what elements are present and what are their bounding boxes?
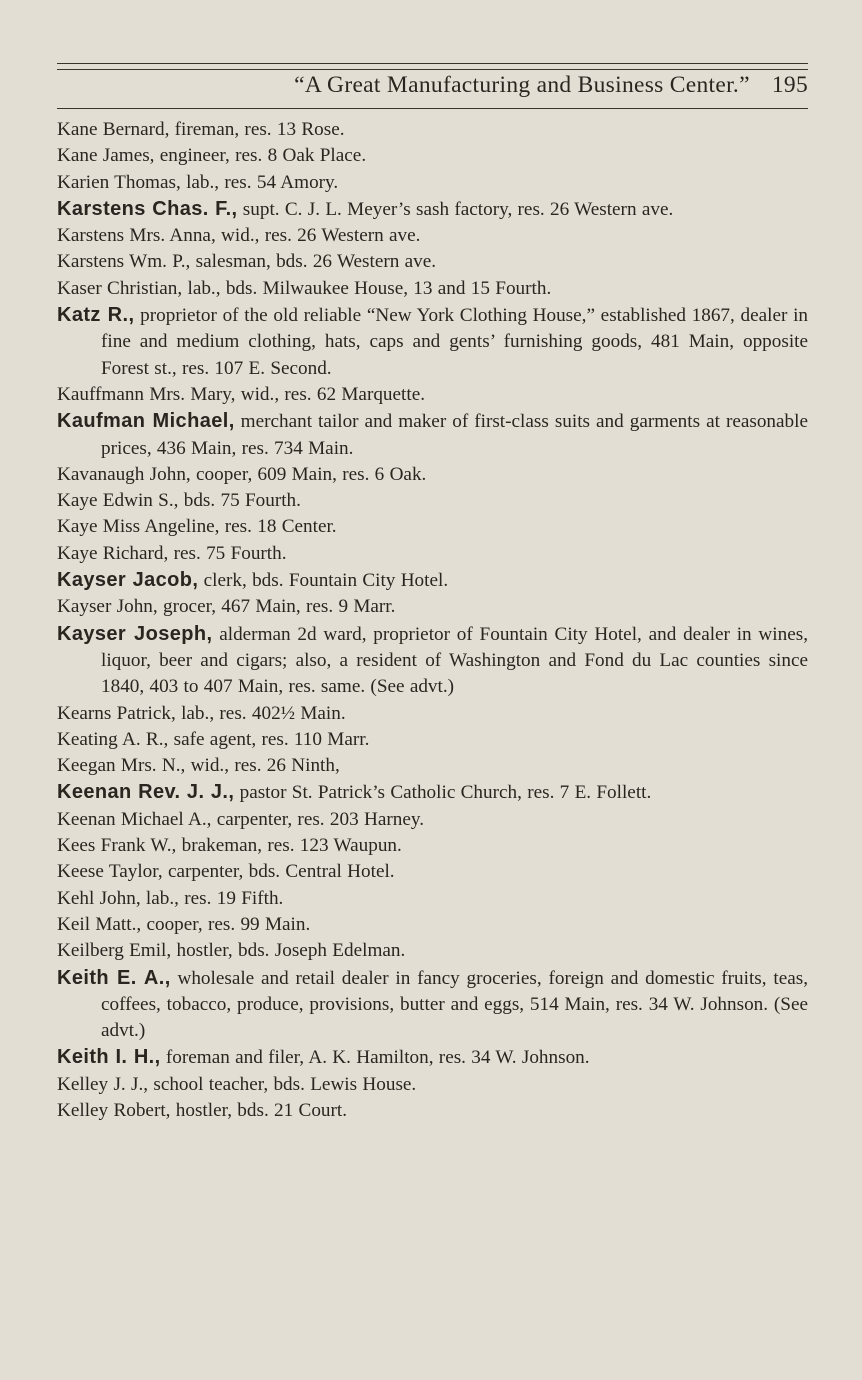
directory-entry bbox=[57, 753, 808, 779]
directory-entry bbox=[57, 488, 808, 514]
directory-entry bbox=[57, 779, 808, 806]
directory-entry bbox=[57, 302, 808, 382]
entry-bold-name: Kaufman Michael, bbox=[57, 410, 235, 433]
directory-entry bbox=[57, 594, 808, 620]
directory-entry bbox=[57, 462, 808, 488]
directory-entry bbox=[57, 249, 808, 275]
entry-text: Kelley J. J., school teacher, bds. Lewis House. bbox=[57, 1073, 417, 1095]
directory-entry bbox=[57, 807, 808, 833]
directory-entry bbox=[57, 859, 808, 885]
entry-text: Kearns Patrick, lab., res. 402½ Main. bbox=[57, 702, 346, 724]
directory-entry bbox=[57, 912, 808, 938]
directory-entry bbox=[57, 117, 808, 143]
running-header bbox=[57, 72, 808, 106]
entry-text: Kees Frank W., brakeman, res. 123 Waupun. bbox=[57, 835, 402, 857]
directory-entry bbox=[57, 276, 808, 302]
directory-entry bbox=[57, 938, 808, 964]
directory-entry bbox=[57, 701, 808, 727]
entry-text: pastor St. Patrick’s Catholic Church, res. 7 E. Follett. bbox=[234, 782, 652, 804]
running-header-title: “A Great Manufacturing and Business Center.” bbox=[294, 72, 750, 98]
entry-text: foreman and filer, A. K. Hamilton, res. 34 W. Johnson. bbox=[160, 1047, 590, 1069]
entry-text: Kane Bernard, fireman, res. 13 Rose. bbox=[57, 119, 345, 140]
entry-bold-name: Keith E. A., bbox=[57, 966, 171, 989]
entry-text: Keenan Michael A., carpenter, res. 203 Harney. bbox=[57, 808, 424, 830]
entry-text: Kavanaugh John, cooper, 609 Main, res. 6 Oak. bbox=[57, 463, 427, 485]
entry-text: Karstens Wm. P., salesman, bds. 26 Western ave. bbox=[57, 251, 437, 273]
directory-entry bbox=[57, 223, 808, 249]
entry-text: Keil Matt., cooper, res. 99 Main. bbox=[57, 913, 311, 935]
header-rule-top bbox=[57, 63, 808, 64]
directory-entry bbox=[57, 1072, 808, 1098]
entry-text: Kelley Robert, hostler, bds. 21 Court. bbox=[57, 1099, 348, 1121]
entry-text: Karstens Mrs. Anna, wid., res. 26 Western ave. bbox=[57, 225, 421, 247]
entry-text: Keegan Mrs. N., wid., res. 26 Ninth, bbox=[57, 755, 340, 777]
directory-entry bbox=[57, 196, 808, 223]
header-rule-top-thin bbox=[57, 69, 808, 70]
entry-text: proprietor of the old reliable “New York Clothing House,” established 1867, dealer in fine and medium clothing, hats, caps and gents’ furnishing goods, 481 Main, opposite Forest st., res. 107 E. Second. bbox=[101, 305, 808, 379]
directory-entry bbox=[57, 1098, 808, 1124]
entry-bold-name: Keith I. H., bbox=[57, 1046, 161, 1069]
directory-entry bbox=[57, 408, 808, 462]
entry-text: Kaye Miss Angeline, res. 18 Center. bbox=[57, 516, 337, 538]
entry-bold-name: Kayser Joseph, bbox=[57, 622, 213, 645]
directory-entry bbox=[57, 965, 808, 1045]
directory-entry bbox=[57, 727, 808, 753]
entry-text: Kauffmann Mrs. Mary, wid., res. 62 Marquette. bbox=[57, 383, 426, 405]
directory-entry bbox=[57, 567, 808, 594]
header-rule-bottom bbox=[57, 108, 808, 109]
entry-text: Karien Thomas, lab., res. 54 Amory. bbox=[57, 171, 339, 193]
directory-entry bbox=[57, 170, 808, 196]
entry-text: Kaye Richard, res. 75 Fourth. bbox=[57, 542, 287, 564]
directory-entry bbox=[57, 514, 808, 540]
entry-bold-name: Kayser Jacob, bbox=[57, 569, 199, 592]
entry-text: Kaye Edwin S., bds. 75 Fourth. bbox=[57, 490, 301, 512]
entry-text: clerk, bds. Fountain City Hotel. bbox=[198, 570, 449, 592]
entry-text: Keese Taylor, carpenter, bds. Central Hotel. bbox=[57, 861, 395, 883]
entry-bold-name: Katz R., bbox=[57, 304, 135, 327]
page-number: 195 bbox=[771, 72, 808, 98]
entry-text: Keilberg Emil, hostler, bds. Joseph Edelman. bbox=[57, 940, 406, 962]
entry-text: alderman 2d ward, proprietor of Fountain City Hotel, and dealer in wines, liquor, beer and cigars; also, a resident of Washington and Fond du Lac counties since 1840, 403 to 407 Main, res. same. (See advt.) bbox=[101, 623, 808, 698]
directory-entries bbox=[57, 117, 808, 1124]
entry-bold-name: Karstens Chas. F., bbox=[57, 197, 238, 220]
entry-text: Keating A. R., safe agent, res. 110 Marr. bbox=[57, 728, 370, 750]
directory-entry bbox=[57, 382, 808, 408]
directory-entry bbox=[57, 833, 808, 859]
entry-text: Kayser John, grocer, 467 Main, res. 9 Marr. bbox=[57, 596, 396, 618]
entry-text: Kane James, engineer, res. 8 Oak Place. bbox=[57, 145, 367, 167]
directory-entry bbox=[57, 1044, 808, 1071]
entry-text: Kehl John, lab., res. 19 Fifth. bbox=[57, 887, 284, 909]
entry-bold-name: Keenan Rev. J. J., bbox=[57, 781, 235, 804]
entry-text: Kaser Christian, lab., bds. Milwaukee House, 13 and 15 Fourth. bbox=[57, 277, 552, 299]
directory-entry bbox=[57, 886, 808, 912]
entry-text: supt. C. J. L. Meyer’s sash factory, res. 26 Western ave. bbox=[237, 198, 674, 220]
entry-text: merchant tailor and maker of first-class suits and garments at reasonable prices, 436 Main, res. 734 Main. bbox=[101, 411, 808, 459]
directory-entry bbox=[57, 541, 808, 567]
directory-entry bbox=[57, 621, 808, 701]
directory-entry bbox=[57, 143, 808, 169]
entry-text: wholesale and retail dealer in fancy groceries, foreign and domestic fruits, teas, coffees, tobacco, produce, provisions, butter and eggs, 514 Main, res. 34 W. Johnson. (See advt.) bbox=[101, 967, 808, 1042]
